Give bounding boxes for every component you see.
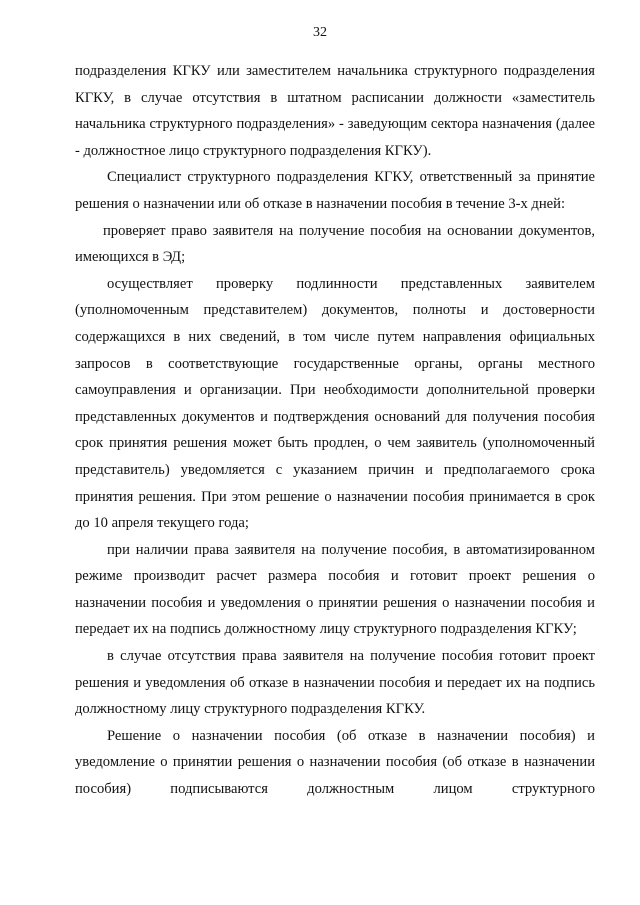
- paragraph-4: осуществляет проверку подлинности представленных заявителем (уполномоченным представителем) документов, полноты и достоверности содержащихся в них сведений, в том числе путем направления официальных запросов в соответствующие государственные органы, органы местного самоуправления и организации. При необходимости дополнительной проверки представленных документов и подтверждения оснований для получения пособия срок принятия решения может быть продлен, о чем заявитель (уполномоченный представитель) уведомляется с указанием причин и предполагаемого срока принятия решения. При этом решение о назначении пособия принимается в срок до 10 апреля текущего года;: [75, 275, 595, 532]
- paragraph-2: Специалист структурного подразделения КГКУ, ответственный за принятие решения о назначении или об отказе в назначении пособия в течение 3-х дней:: [75, 169, 595, 212]
- paragraph-5: при наличии права заявителя на получение пособия, в автоматизированном режиме производит расчет размера пособия и готовит проект решения о назначении пособия и уведомления о принятии решения о назначении пособия и передает их на подпись должностному лицу структурного подразделения КГКУ;: [75, 541, 595, 638]
- paragraph-6: в случае отсутствия права заявителя на получение пособия готовит проект решения и уведомления об отказе в назначении пособия и передает их на подпись должностному лицу структурного подразделения КГКУ.: [75, 648, 595, 718]
- paragraph-1: подразделения КГКУ или заместителем начальника структурного подразделения КГКУ, в случае отсутствия в штатном расписании должности «заместитель начальника структурного подразделения» - заведующим сектора назначения (далее - должностное лицо структурного подразделения КГКУ).: [75, 63, 595, 159]
- paragraph-7: Решение о назначении пособия (об отказе в назначении пособия) и уведомление о принятии решения о назначении пособия (об отказе в назначении пособия) подписываются должностным лицом структурного: [75, 727, 595, 798]
- page-number: 32: [313, 25, 327, 40]
- document-body: [75, 58, 595, 803]
- paragraph-3: проверяет право заявителя на получение пособия на основании документов, имеющихся в ЭД;: [75, 222, 595, 266]
